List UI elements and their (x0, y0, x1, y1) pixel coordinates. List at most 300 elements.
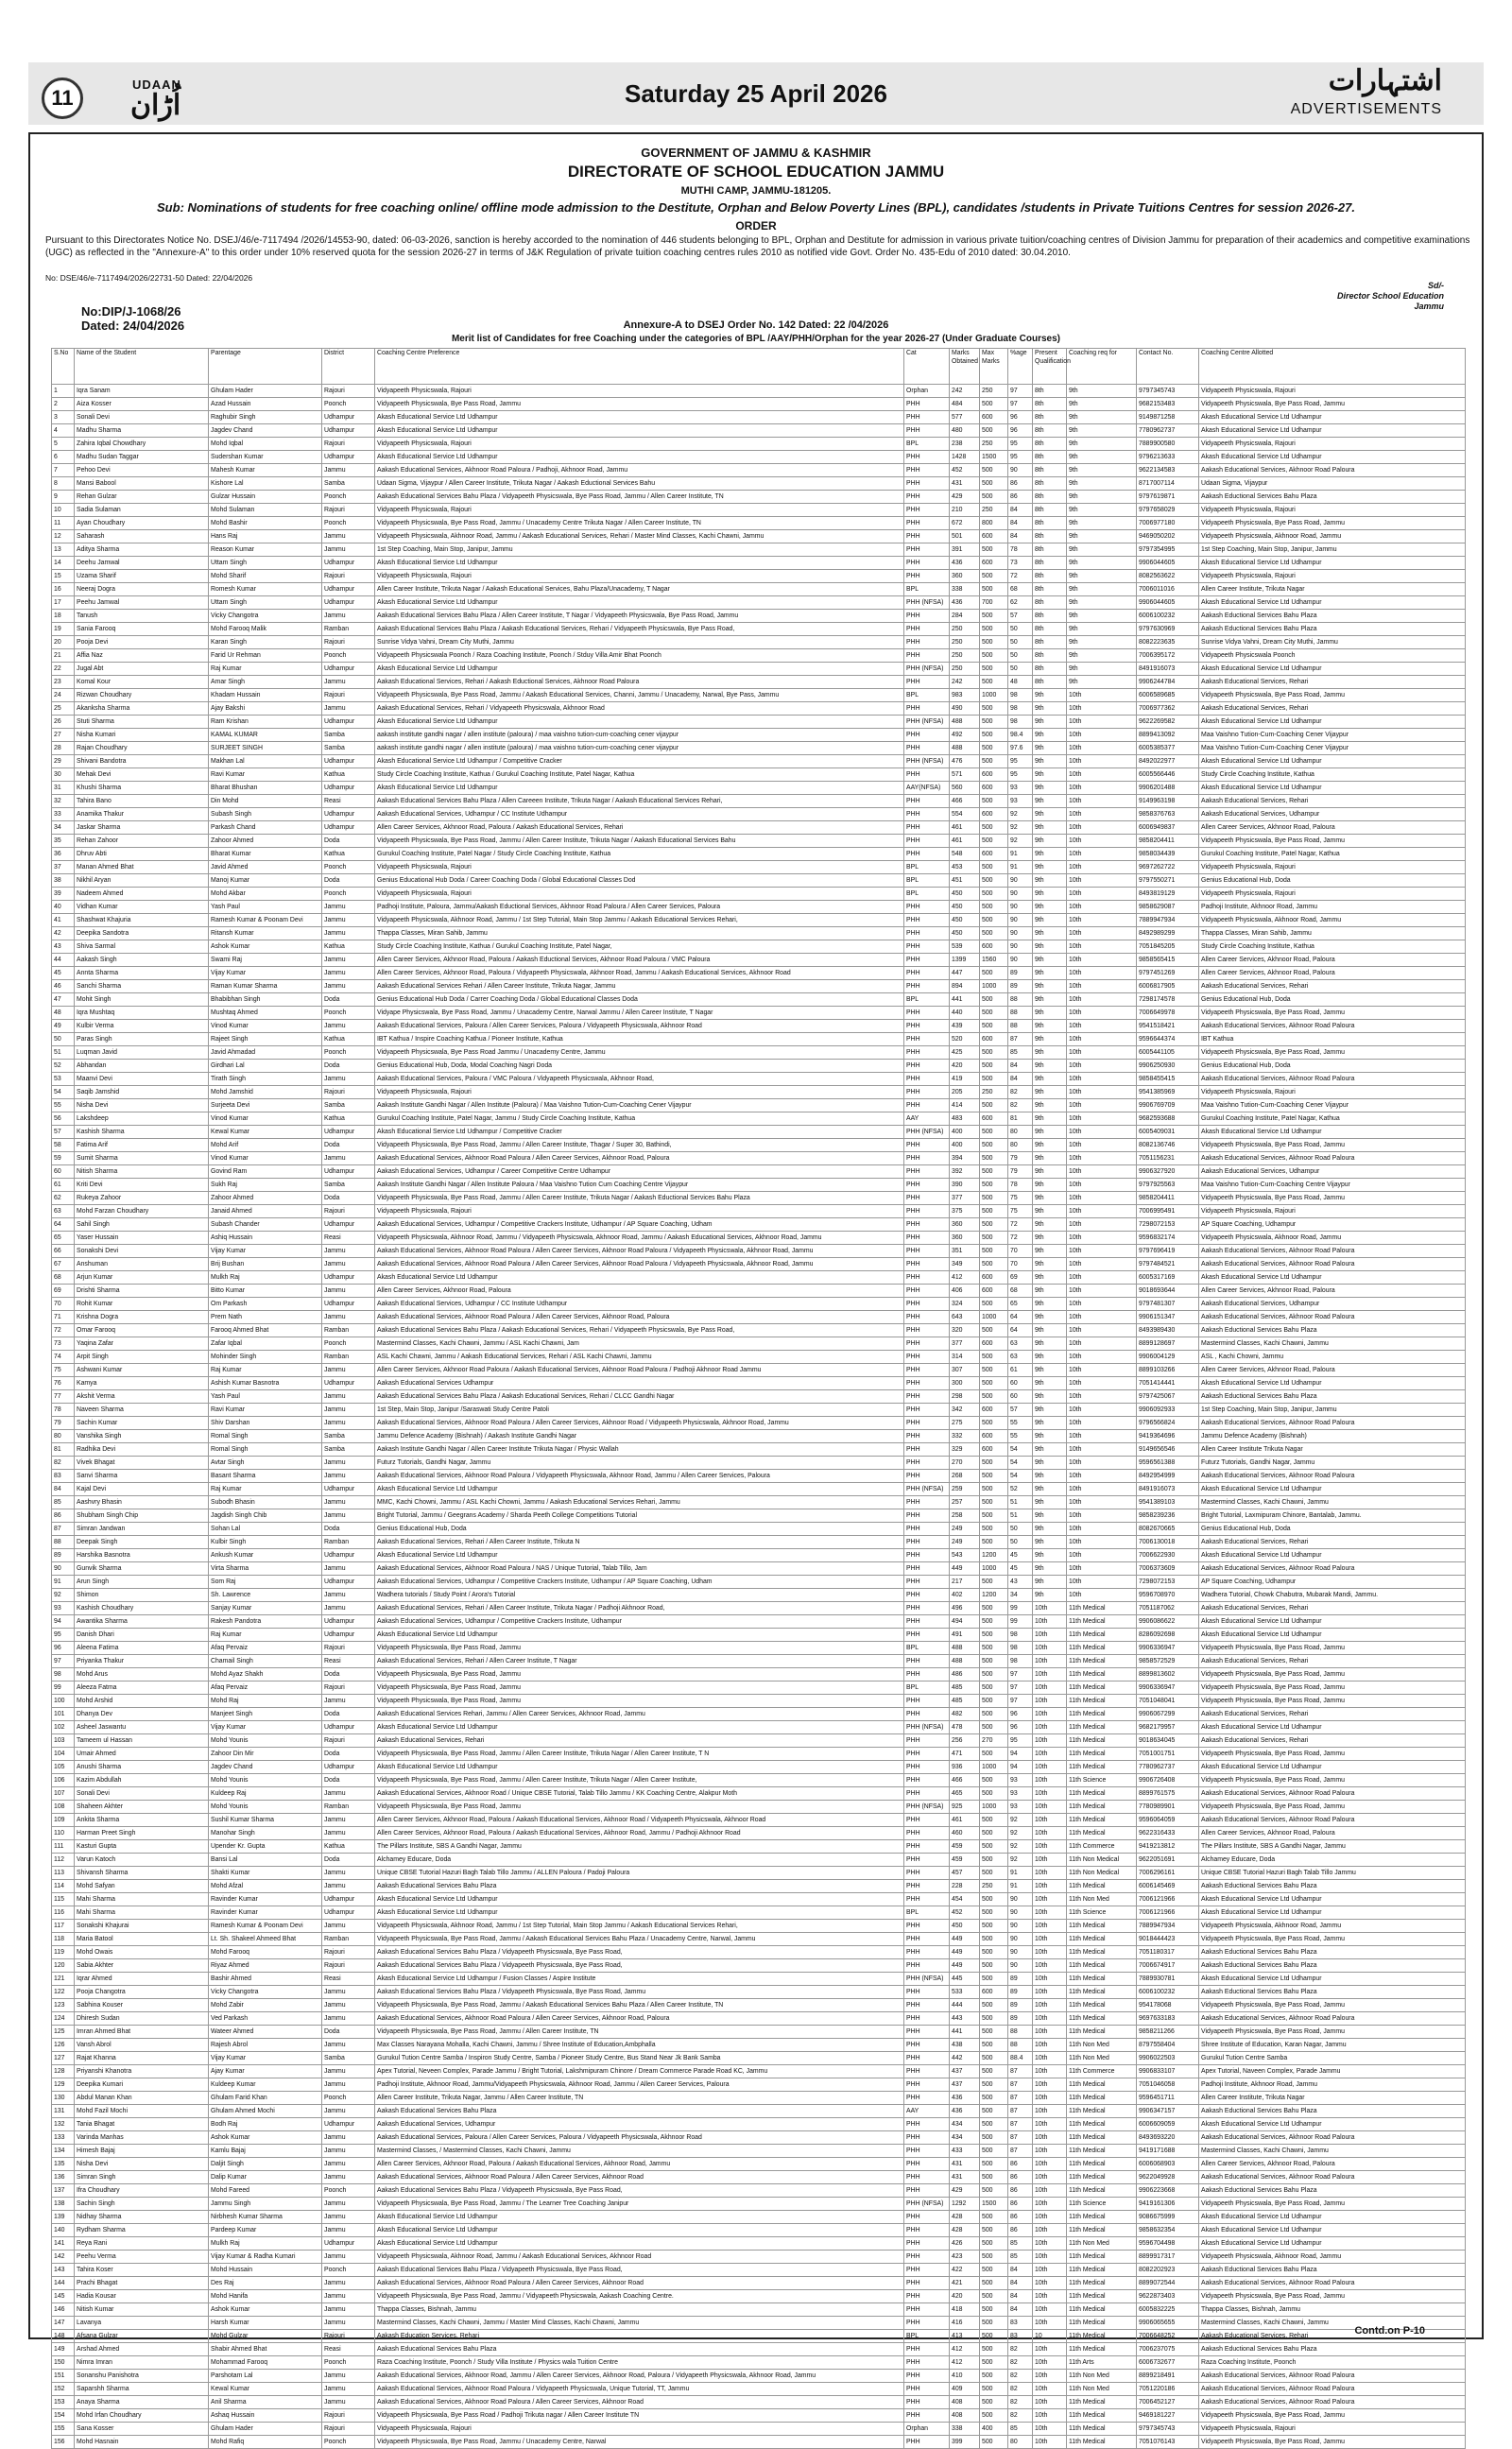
table-cell: 10th (1067, 835, 1137, 848)
table-cell: 80 (1008, 2436, 1033, 2449)
table-cell: PHH (904, 2290, 950, 2303)
table-cell: 500 (980, 1192, 1008, 1205)
table-cell: 78 (52, 1404, 75, 1417)
table-cell: 50 (52, 1033, 75, 1046)
table-cell: 402 (950, 1589, 980, 1602)
table-cell: Doda (322, 1060, 375, 1073)
table-cell: 11th Non Med (1067, 2237, 1137, 2251)
table-cell: Vidyapeeth Physicswala, Bye Pass Road, Jammu / Unacademy Centre Trikuta Nagar / Allen Career Institute, TN (375, 517, 904, 530)
table-cell: 79 (1008, 1152, 1033, 1165)
table-cell: Sania Farooq (75, 623, 209, 636)
table-cell: 44 (52, 954, 75, 967)
table-cell: Aakash Eductional Services Bahu Plaza (1199, 1880, 1466, 1893)
table-cell: Kulbir Singh (209, 1536, 322, 1549)
table-cell: 10th (1033, 1615, 1067, 1629)
table-cell: 79 (1008, 1165, 1033, 1179)
table-cell: 250 (980, 438, 1008, 451)
table-cell: 8899103266 (1137, 1364, 1199, 1377)
table-cell: Aakash Educational Services Bahu Plaza / Vidyapeeth Physicswala, Bye Pass Road, (375, 2184, 904, 2198)
table-cell: PHH (NFSA) (904, 2198, 950, 2211)
table-cell: 500 (980, 610, 1008, 623)
table-cell: 377 (950, 1337, 980, 1351)
table-cell: 9797425067 (1137, 1390, 1199, 1404)
table-cell: 600 (980, 1443, 1008, 1457)
table-body (52, 385, 1466, 2449)
notice-subject: Sub: Nominations of students for free coaching online/ offline mode admission to the Destitute, Orphan and Below Poverty Lines (BPL), candidates /students in Private Tuitions Centres for session 2026-27. (157, 200, 1355, 215)
table-cell: Mohd Arif (209, 1139, 322, 1152)
table-cell: Jammu (322, 610, 375, 623)
table-row (52, 1668, 1466, 1682)
table-cell: Kuldeep Kumar (209, 2078, 322, 2092)
table-cell: 10th (1033, 2396, 1067, 2409)
table-cell: Vidyapeeth Physicswala, Bye Pass Road, Jammu / Vidyapeeth Physicswala, Aakash Coaching Centre. (375, 2290, 904, 2303)
table-cell: 482 (950, 1708, 980, 1721)
table-cell: 500 (980, 2370, 1008, 2383)
table-cell: Akash Educational Service Ltd Udhampur (375, 1906, 904, 1920)
table-cell: 9th (1033, 940, 1067, 954)
table-cell: 500 (980, 2264, 1008, 2277)
table-cell: 9622051691 (1137, 1854, 1199, 1867)
table-cell: 500 (980, 1920, 1008, 1933)
table-cell: Sachin Kumar (75, 1417, 209, 1430)
table-cell: 9622873403 (1137, 2290, 1199, 2303)
table-cell: 87 (1008, 2078, 1033, 2092)
table-cell: Varinda Manhas (75, 2131, 209, 2145)
table-cell: 8493819129 (1137, 888, 1199, 901)
table-cell: 9149963198 (1137, 795, 1199, 808)
table-cell: 10th (1067, 755, 1137, 768)
table-cell: 80 (1008, 1126, 1033, 1139)
table-cell: Tameem ul Hassan (75, 1734, 209, 1748)
table-cell: 90 (1008, 940, 1033, 954)
table-cell: 9th (1033, 1099, 1067, 1112)
table-cell: IBT Kathua / Inspire Coaching Kathua / Pioneer Institute, Kathua (375, 1033, 904, 1046)
table-cell: Aakash Educational Services, Udhampur (1199, 1298, 1466, 1311)
table-cell: Shiva Sarmal (75, 940, 209, 954)
table-cell: 150 (52, 2356, 75, 2370)
table-cell: Kathua (322, 940, 375, 954)
table-cell: Samba (322, 729, 375, 742)
table-cell: Rajouri (322, 1205, 375, 1218)
table-cell: 155 (52, 2423, 75, 2436)
table-cell: 9th (1033, 1139, 1067, 1152)
table-cell: 500 (980, 1774, 1008, 1787)
table-cell: AP Square Coaching, Udhampur (1199, 1576, 1466, 1589)
continued-note: Contd.on P-10 (1354, 2325, 1425, 2337)
table-cell: PHH (904, 980, 950, 993)
table-cell: 10th (1033, 2052, 1067, 2065)
table-cell: 925 (950, 1801, 980, 1814)
table-cell: 34 (52, 821, 75, 835)
table-cell: 9th (1033, 1324, 1067, 1337)
table-cell: 96 (1008, 1721, 1033, 1734)
table-cell: Amar Singh (209, 676, 322, 689)
table-cell: 447 (950, 967, 980, 980)
table-row (52, 1443, 1466, 1457)
table-cell: Jammu (322, 1258, 375, 1271)
table-cell: Rizwan Choudhary (75, 689, 209, 702)
table-cell: 500 (980, 1695, 1008, 1708)
table-cell: 9th (1067, 385, 1137, 398)
table-cell: 496 (950, 1602, 980, 1615)
table-cell: Aakash Educational Services, Akhnoor Road Paloura / Allen Career Services, Akhnoor Road / Vidyapeeth Physicswala, Akhnoor Road, Jammu (375, 1417, 904, 1430)
table-cell: 9th (1033, 729, 1067, 742)
table-cell: Aakash Educational Services Rehari / Allen Career Institute, Trikuta Nagar, Jammu (375, 980, 904, 993)
table-cell: 82 (1008, 2343, 1033, 2356)
table-cell: Vidyapeeth Physicswala, Bye Pass Road, Jammu (1199, 835, 1466, 848)
table-cell: PHH (904, 1324, 950, 1337)
table-cell: 7006237075 (1137, 2343, 1199, 2356)
table-cell: Udhampur (322, 1721, 375, 1734)
dip-number: No:DIP/J-1068/26 (81, 304, 181, 319)
table-cell: PHH (904, 1390, 950, 1404)
table-cell: Jammu (322, 2105, 375, 2118)
table-cell: BPL (904, 438, 950, 451)
table-cell: Ram Krishan (209, 716, 322, 729)
table-cell: Vidyapeeth Physicswala, Rajouri (1199, 2423, 1466, 2436)
table-cell: Vidyapeeth Physicswala, Bye Pass Road, Jammu (1199, 2409, 1466, 2423)
table-cell: 138 (52, 2198, 75, 2211)
table-cell: PHH (904, 1073, 950, 1086)
table-cell: 92 (1008, 1840, 1033, 1854)
table-cell: Kashish Choudhary (75, 1602, 209, 1615)
table-cell: Jammu (322, 2131, 375, 2145)
table-cell: Gurukul Tution Centre Samba / Inspiron Study Centre, Samba / Pioneer Study Centre, Bus Stand Near Jk Bank Samba (375, 2052, 904, 2065)
table-cell: 9th (1033, 1179, 1067, 1192)
table-cell: Vidyapeeth Physicswala, Rajouri (1199, 1205, 1466, 1218)
table-cell: PHH (904, 2317, 950, 2330)
table-cell: Allen Career Institute, Trikuta Nagar, Jammu / Allen Career Institute, TN (375, 2092, 904, 2105)
table-cell: 9th (1033, 1165, 1067, 1179)
table-row (52, 1218, 1466, 1232)
table-cell: 54 (1008, 1457, 1033, 1470)
table-cell: Doda (322, 993, 375, 1007)
table-cell: 85 (1008, 2423, 1033, 2436)
table-cell: 9th (1067, 451, 1137, 464)
table-cell: 1560 (980, 954, 1008, 967)
table-cell: 11th Non Med (1067, 2370, 1137, 2383)
table-cell: 500 (980, 2224, 1008, 2237)
table-cell: 10th (1067, 1086, 1137, 1099)
table-cell: Shabir Ahmed Bhat (209, 2343, 322, 2356)
table-cell: PHH (904, 768, 950, 782)
table-cell: Allen Career Services, Akhnoor Road, Paloura (1199, 1285, 1466, 1298)
table-cell: Udhampur (322, 451, 375, 464)
table-cell: 8th (1033, 583, 1067, 596)
table-cell: 431 (950, 477, 980, 491)
table-cell: 500 (980, 1007, 1008, 1020)
table-cell: 8082670665 (1137, 1523, 1199, 1536)
govt-heading: GOVERNMENT OF JAMMU & KASHMIR (641, 146, 871, 160)
table-cell: 11th Medical (1067, 1734, 1137, 1748)
table-cell: 95 (52, 1629, 75, 1642)
table-cell: Ashwani Kumar (75, 1364, 209, 1377)
table-cell: PHH (904, 2052, 950, 2065)
table-cell: 9858204411 (1137, 835, 1199, 848)
table-cell: Mohd Zabir (209, 1999, 322, 2012)
table-cell: 426 (950, 2237, 980, 2251)
table-cell: 9th (1067, 477, 1137, 491)
table-cell: 360 (950, 1232, 980, 1245)
table-cell: 275 (950, 1417, 980, 1430)
table-cell: BPL (904, 1642, 950, 1655)
table-cell: Arjun Kumar (75, 1271, 209, 1285)
table-cell: 11th Medical (1067, 1655, 1137, 1668)
table-cell: 104 (52, 1748, 75, 1761)
table-cell: Jammu (322, 1311, 375, 1324)
table-cell: Jammu Singh (209, 2198, 322, 2211)
table-cell: Jammu (322, 2370, 375, 2383)
table-cell: 46 (52, 980, 75, 993)
table-cell: PHH (904, 2343, 950, 2356)
table-cell: 94 (1008, 1748, 1033, 1761)
table-cell: 1st Step Coaching, Main Stop, Janipur, Jammu (1199, 543, 1466, 557)
table-row (52, 1973, 1466, 1986)
table-cell: Mohd Jamshid (209, 1086, 322, 1099)
table-row (52, 1364, 1466, 1377)
table-cell: Aakash Educational Services, Rehari (1199, 1602, 1466, 1615)
table-cell: 9th (1067, 491, 1137, 504)
table-cell: Iqrar Ahmed (75, 1973, 209, 1986)
table-cell: 500 (980, 1906, 1008, 1920)
table-cell: 10th (1033, 2423, 1067, 2436)
table-cell: Priyanshi Khanotra (75, 2065, 209, 2078)
table-row (52, 1602, 1466, 1615)
table-cell: Deehu Jamwal (75, 557, 209, 570)
table-cell: 113 (52, 1867, 75, 1880)
table-cell: Vidyapeeth Physicswala, Bye Pass Road, Jammu / Allen Career Institute, Thagar / Super 30, Bathindi, (375, 1139, 904, 1152)
table-cell: 90 (1008, 901, 1033, 914)
table-cell: Mastermind Classes, Kachi Chawni, Jammu (1199, 2317, 1466, 2330)
table-cell: Aakash Educational Services Bahu Plaza (375, 2105, 904, 2118)
table-cell: Jammu (322, 1867, 375, 1880)
table-cell: 10 (52, 504, 75, 517)
table-cell: 450 (950, 888, 980, 901)
table-cell: Akash Educational Service Ltd Udhampur (1199, 2211, 1466, 2224)
table-cell: 28 (52, 742, 75, 755)
table-cell: 75 (1008, 1192, 1033, 1205)
table-cell: Reasi (322, 795, 375, 808)
table-cell: Padhoji Institute, Akhnoor Road, Jammu (1199, 901, 1466, 914)
table-cell: 43 (1008, 1576, 1033, 1589)
table-cell: 9th (1033, 1496, 1067, 1509)
table-cell: Asheel Jaswantu (75, 1721, 209, 1734)
table-cell: 9419171688 (1137, 2145, 1199, 2158)
table-cell: Shubham Singh Chip (75, 1509, 209, 1523)
table-cell: Ashiq Hussain (209, 1232, 322, 1245)
table-cell: Din Mohd (209, 795, 322, 808)
table-cell: The Pillars Institute, SBS A Gandhi Nagar, Jammu (375, 1840, 904, 1854)
table-cell: Saqib Jamshid (75, 1086, 209, 1099)
table-cell: Allen Career Services, Akhnoor Road, Paloura / Aakash Educational Services, Akhnoor Road, Jammu / Padhoji Akhnoor Road (375, 1827, 904, 1840)
table-cell: 93 (52, 1602, 75, 1615)
table-row (52, 504, 1466, 517)
table-cell: PHH (904, 676, 950, 689)
table-cell: Jammu Defence Academy (Bishnah) (1199, 1430, 1466, 1443)
table-cell: Mahesh Kumar (209, 464, 322, 477)
table-cell: 6006100232 (1137, 1986, 1199, 1999)
table-cell: 419 (950, 1073, 980, 1086)
table-row (52, 2317, 1466, 2330)
table-cell: 351 (950, 1245, 980, 1258)
table-cell: PHH (904, 1893, 950, 1906)
table-cell: 250 (980, 1880, 1008, 1893)
table-cell: aakash institute gandhi nagar / allen institute (paloura) / maa vaishno tution-cum-coaching cener vijaypur (375, 742, 904, 755)
table-cell: PHH (904, 649, 950, 663)
table-cell: 10th (1033, 2264, 1067, 2277)
table-cell: Udhampur (322, 411, 375, 424)
column-header: S.No (52, 349, 75, 385)
table-cell: 500 (980, 2343, 1008, 2356)
table-cell: 10 (1033, 2330, 1067, 2343)
column-header: Cat (904, 349, 950, 385)
table-cell: Jammu (322, 1787, 375, 1801)
table-cell: Udhampur (322, 2118, 375, 2131)
table-cell: 17 (52, 596, 75, 610)
table-cell: 1st Step Coaching, Main Stop, Janipur, Jammu (1199, 1404, 1466, 1417)
table-cell: 83 (1008, 2330, 1033, 2343)
table-cell: Poonch (322, 491, 375, 504)
table-cell: Kriti Devi (75, 1179, 209, 1192)
table-cell: 338 (950, 2423, 980, 2436)
table-cell: 10th (1067, 1324, 1137, 1337)
table-cell: 10th (1033, 1893, 1067, 1906)
table-cell: 89 (1008, 967, 1033, 980)
table-cell: 500 (980, 1060, 1008, 1073)
table-cell: Vidyapeeth Physicswala, Bye Pass Road, Jammu (1199, 2290, 1466, 2303)
table-cell: 10th (1033, 2343, 1067, 2356)
table-cell: Reasi (322, 1655, 375, 1668)
table-cell: 93 (1008, 782, 1033, 795)
table-cell: Vinod Kumar (209, 1152, 322, 1165)
table-cell: 11th Medical (1067, 1695, 1137, 1708)
table-cell: 95 (1008, 755, 1033, 768)
table-cell: 51 (1008, 1496, 1033, 1509)
table-cell: Swami Raj (209, 954, 322, 967)
table-cell: 10th (1067, 1457, 1137, 1470)
table-cell: PHH (904, 1337, 950, 1351)
table-cell: 256 (950, 1734, 980, 1748)
table-cell: 10th (1067, 1536, 1137, 1549)
table-row (52, 1496, 1466, 1509)
table-cell: Aakash Educational Services, Udhampur / Competitive Crackers Institute, Udhampur (375, 1615, 904, 1629)
table-cell: 98 (1008, 702, 1033, 716)
table-cell: 8899917317 (1137, 2251, 1199, 2264)
table-cell: 450 (950, 914, 980, 927)
table-cell: 6005409031 (1137, 1126, 1199, 1139)
table-cell: Jammu (322, 2158, 375, 2171)
table-cell: 9th (1033, 980, 1067, 993)
column-header: District (322, 349, 375, 385)
table-cell: 72 (1008, 1218, 1033, 1232)
table-cell: Aiza Kosser (75, 398, 209, 411)
table-cell: 452 (950, 1906, 980, 1920)
table-cell: PHH (NFSA) (904, 1973, 950, 1986)
table-cell: Orphan (904, 385, 950, 398)
table-cell: Mohd Gulzar (209, 2330, 322, 2343)
table-cell: 500 (980, 1668, 1008, 1682)
table-cell: Jammu (322, 2383, 375, 2396)
table-cell: 249 (950, 1523, 980, 1536)
table-cell: 52 (52, 1060, 75, 1073)
table-cell: 471 (950, 1748, 980, 1761)
table-cell: PHH (904, 901, 950, 914)
table-cell: 9th (1067, 530, 1137, 543)
table-cell: 410 (950, 2370, 980, 2383)
table-cell: 10th (1033, 2145, 1067, 2158)
table-cell: 9th (1033, 1351, 1067, 1364)
table-cell: Kathua (322, 1840, 375, 1854)
table-cell: 9th (1033, 795, 1067, 808)
table-cell: Padhoji Institute, Akhnoor Road, Jammu/Vidyapeeth Physicswala, Akhnoor Road, Jammu / Allen Career Services, Paloura (375, 2078, 904, 2092)
table-cell: Simran Singh (75, 2171, 209, 2184)
table-cell: 63 (1008, 1337, 1033, 1351)
table-cell: 954178068 (1137, 1999, 1199, 2012)
table-cell: Vidyapeeth Physicswala, Bye Pass Road, Jammu / Aakash Educational Services Bahu Plaza / Allen Career Institute, TN (375, 1999, 904, 2012)
table-row (52, 940, 1466, 954)
table-cell: Janaid Ahmed (209, 1205, 322, 1218)
table-cell: 500 (980, 1139, 1008, 1152)
table-cell: 83 (1008, 2317, 1033, 2330)
table-cell: 11th Medical (1067, 2290, 1137, 2303)
table-cell: Samba (322, 1179, 375, 1192)
table-row (52, 755, 1466, 768)
table-cell: 600 (980, 1285, 1008, 1298)
table-cell: PHH (904, 1417, 950, 1430)
table-cell: 500 (980, 2436, 1008, 2449)
table-cell: Allen Career Services, Akhnoor Road, Paloura / Aakash Eductional Services, Akhnoor Road Paloura / VMC Paloura (375, 954, 904, 967)
table-cell: 9906347157 (1137, 2105, 1199, 2118)
table-cell: 8th (1033, 424, 1067, 438)
table-cell: Vijay Kumar (209, 2052, 322, 2065)
table-cell: PHH (NFSA) (904, 1483, 950, 1496)
table-cell: Vidyapeeth Physicswala, Bye Pass Road, Jammu (1199, 1007, 1466, 1020)
table-cell: 500 (980, 2052, 1008, 2065)
table-cell: 500 (980, 1814, 1008, 1827)
table-cell: AAY (904, 2105, 950, 2118)
table-cell: PHH (904, 1748, 950, 1761)
table-cell: Aakash Educational Services Bahu Plaza / Vidyapeeth Physicswala, Bye Pass Road, (375, 1959, 904, 1973)
table-cell: 141 (52, 2237, 75, 2251)
table-cell: Poonch (322, 1337, 375, 1351)
table-cell: Akash Educational Service Ltd Udhampur / Competitive Cracker (375, 1126, 904, 1139)
table-cell: Ravi Kumar (209, 768, 322, 782)
table-cell: Arun Singh (75, 1576, 209, 1589)
table-cell: 8492022977 (1137, 755, 1199, 768)
table-cell: 9th (1033, 1562, 1067, 1576)
table-cell: 577 (950, 411, 980, 424)
table-cell: 90 (1008, 1893, 1033, 1906)
table-row (52, 2065, 1466, 2078)
table-cell: 10th (1067, 993, 1137, 1007)
table-cell: 86 (1008, 491, 1033, 504)
table-row (52, 1007, 1466, 1020)
table-cell: 500 (980, 1258, 1008, 1271)
table-cell: Akshit Verma (75, 1390, 209, 1404)
table-row (52, 491, 1466, 504)
table-cell: 10th (1067, 1112, 1137, 1126)
table-cell: 98 (1008, 1629, 1033, 1642)
table-cell: 10th (1067, 1377, 1137, 1390)
table-cell: 86 (1008, 2198, 1033, 2211)
table-cell: 10th (1033, 1959, 1067, 1973)
table-cell: Akash Educational Service Ltd Udhampur (375, 2237, 904, 2251)
table-cell: PHH (904, 543, 950, 557)
table-cell: Akash Educational Service Ltd Udhampur (375, 782, 904, 795)
table-cell: 443 (950, 2012, 980, 2026)
table-cell: 92 (1008, 821, 1033, 835)
table-cell: 500 (980, 1629, 1008, 1642)
